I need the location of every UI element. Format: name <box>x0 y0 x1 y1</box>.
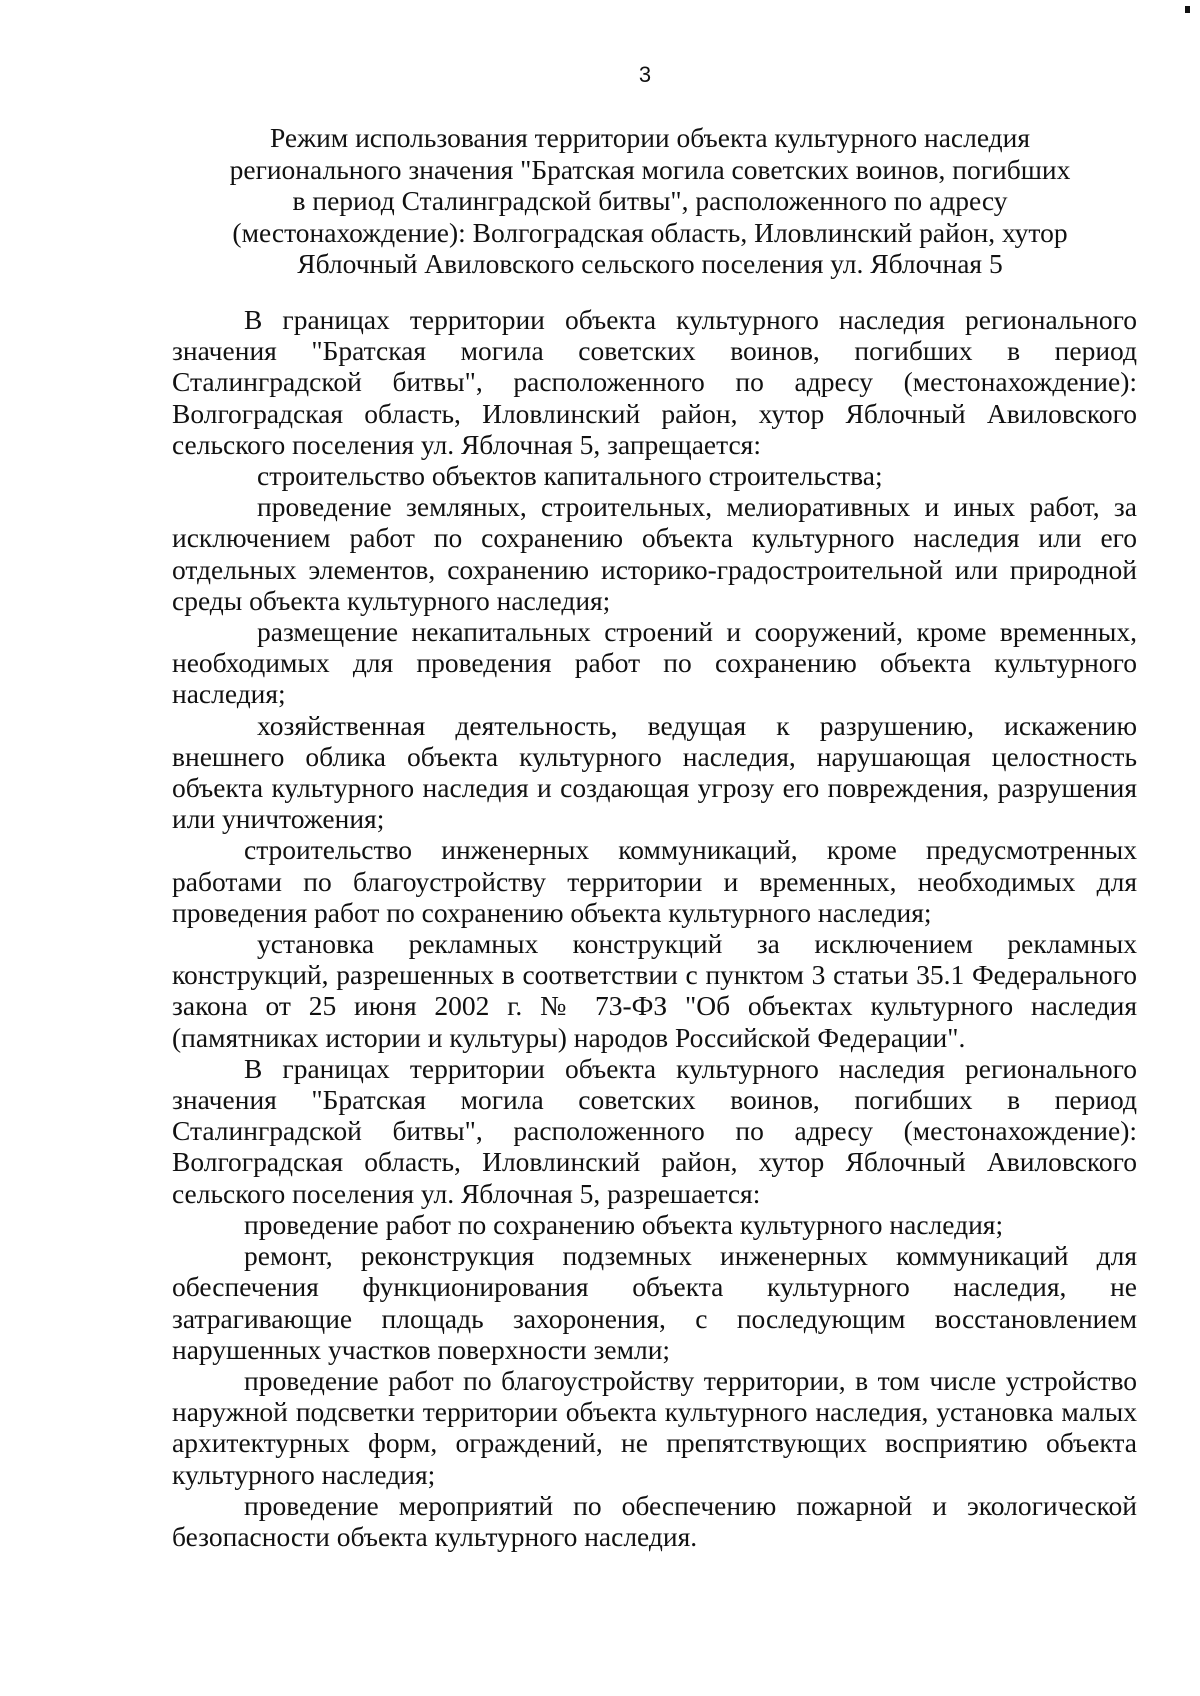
document-body <box>172 304 1137 1552</box>
title-line: в период Сталинградской битвы", расположенного по адресу <box>292 185 1008 216</box>
document-title <box>150 122 1150 280</box>
paragraph-prohibited-intro: В границах территории объекта культурного наследия регионального значения "Братская могила советских воинов, погибших в период Сталинградской битвы", расположенного по адресу (местонахождение): Волгоградская область, Иловлинский район, хутор Яблочный Авиловского сельского поселения ул. Яблочная 5, запрещается: <box>172 304 1137 460</box>
list-item-allowed: ремонт, реконструкция подземных инженерных коммуникаций для обеспечения функционирования объекта культурного наследия, не затрагивающие площадь захоронения, с последующим восстановлением нарушенных участков поверхности земли; <box>172 1240 1137 1365</box>
list-item-prohibited: строительство объектов капитального строительства; <box>257 460 883 492</box>
list-item-prohibited: хозяйственная деятельность, ведущая к разрушению, искажению внешнего облика объекта культурного наследия, нарушающая целостность объекта культурного наследия и создающая угрозу его повреждения, разрушения или уничтожения; <box>172 709 1137 835</box>
list-item-prohibited: установка рекламных конструкций за исключением рекламных конструкций, разрешенных в соответствии с пунктом 3 статьи 35.1 Федерального закона от 25 июня 2002 г. № 73-ФЗ "Об объектах культурного наследия (памятниках истории и культуры) народов Российской Федерации". <box>172 928 1137 1053</box>
paragraph-allowed-intro: В границах территории объекта культурного наследия регионального значения "Братская могила советских воинов, погибших в период Сталинградской битвы", расположенного по адресу (местонахождение): Волгоградская область, Иловлинский район, хутор Яблочный Авиловского сельского поселения ул. Яблочная 5, разрешается: <box>172 1052 1137 1209</box>
page-number: 3 <box>638 62 652 87</box>
list-item-prohibited: размещение некапитальных строений и сооружений, кроме временных, необходимых для проведения работ по сохранению объекта культурного наследия; <box>172 616 1137 710</box>
title-line: Режим использования территории объекта культурного наследия <box>269 122 1031 153</box>
list-item-allowed: проведение работ по сохранению объекта культурного наследия; <box>244 1208 1004 1240</box>
scan-artifact-mark <box>1185 6 1190 13</box>
list-item-prohibited: проведение земляных, строительных, мелиоративных и иных работ, за исключением работ по сохранению объекта культурного наследия или его отдельных элементов, сохранению историко-градостроительной или природной среды объекта культурного наследия; <box>172 491 1137 616</box>
title-line: (местонахождение): Волгоградская область, Иловлинский район, хутор <box>232 216 1068 248</box>
list-item-allowed: проведение мероприятий по обеспечению пожарной и экологической безопасности объекта культурного наследия. <box>172 1489 1137 1552</box>
title-line: регионального значения "Братская могила советских воинов, погибших <box>229 153 1071 185</box>
title-line: Яблочный Авиловского сельского поселения ул. Яблочная 5 <box>297 248 1003 279</box>
list-item-prohibited: строительство инженерных коммуникаций, кроме предусмотренных работами по благоустройству территории и временных, необходимых для проведения работ по сохранению объекта культурного наследия; <box>172 834 1137 928</box>
list-item-allowed: проведение работ по благоустройству территории, в том числе устройство наружной подсветки территории объекта культурного наследия, установка малых архитектурных форм, ограждений, не препятствующих восприятию объекта культурного наследия; <box>172 1364 1137 1490</box>
